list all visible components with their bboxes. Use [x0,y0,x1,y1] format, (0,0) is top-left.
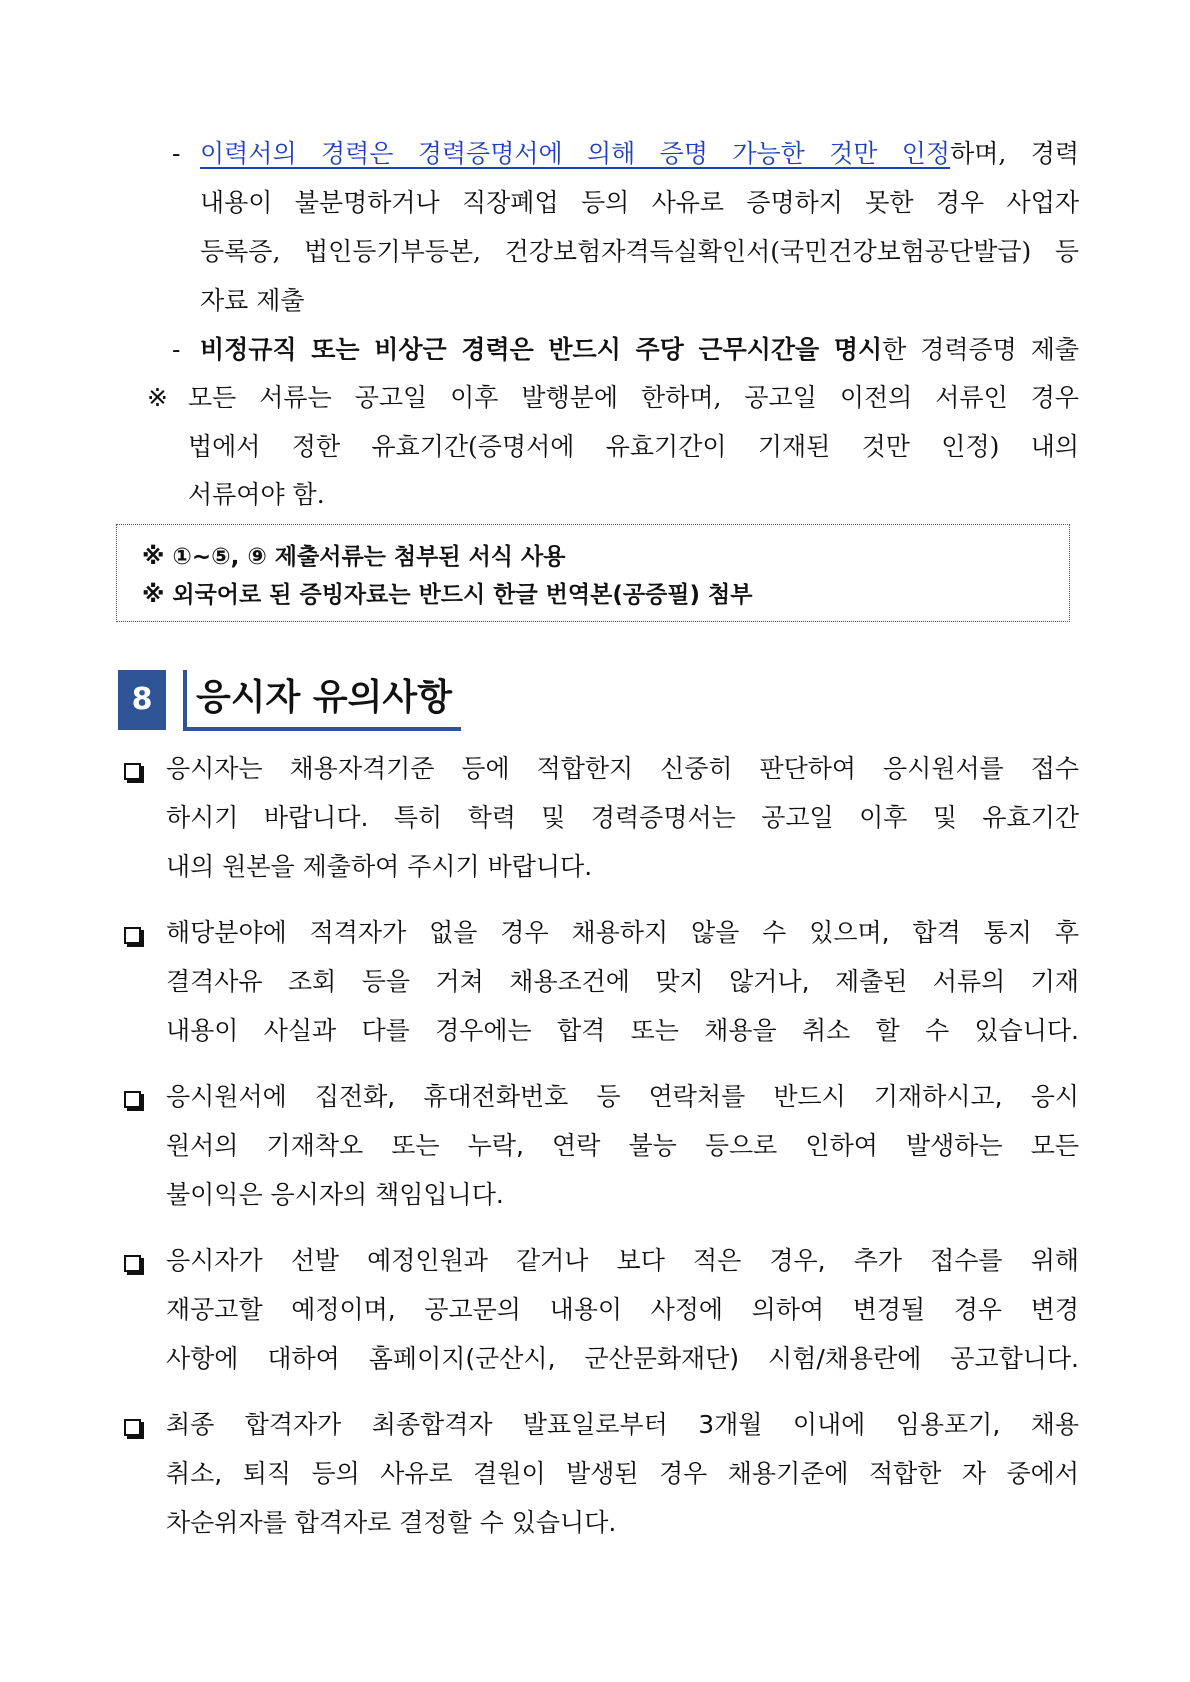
notice-line1: ※ ①~⑤, ⑨ 제출서류는 첨부된 서식 사용 [142,544,566,570]
checkbox-bullet-icon [124,1091,141,1108]
dash2-bold-text: 비정규직 또는 비상근 경력은 반드시 주당 근무시간을 명시 [200,335,883,364]
dash-marker: - [172,335,181,364]
dash1-line1-rest: 하며, 경력 [950,139,1079,168]
item3-line1: 응시원서에 집전화, 휴대전화번호 등 연락처를 반드시 기재하시고, 응시 [166,1082,1079,1111]
item5-line1: 최종 합격자가 최종합격자 발표일로부터 3개월 이내에 임용포기, 채용 [166,1410,1079,1439]
item5-line3: 차순위자를 합격자로 결정할 수 있습니다. [166,1508,617,1537]
ref-line1: 모든 서류는 공고일 이후 발행분에 한하며, 공고일 이전의 서류인 경우 [188,383,1079,412]
checkbox-bullet-icon [124,1419,141,1436]
dash1-line1 [200,137,1079,171]
checkbox-bullet-icon [124,763,141,780]
ref-line2: 법에서 정한 유효기간(증명서에 유효기간이 기재된 것만 인정) 내의 [188,432,1079,461]
item4-line1: 응시자가 선발 예정인원과 같거나 보다 적은 경우, 추가 접수를 위해 [166,1246,1079,1275]
item4-line3: 사항에 대하여 홈페이지(군산시, 군산문화재단) 시험/채용란에 공고합니다. [166,1344,1079,1373]
dash1-line4: 자료 제출 [200,286,305,315]
item1-line3: 내의 원본을 제출하여 주시기 바랍니다. [166,852,593,881]
item4-line2: 재공고할 예정이며, 공고문의 내용이 사정에 의하여 변경될 경우 변경 [166,1295,1079,1324]
item1-line2: 하시기 바랍니다. 특히 학력 및 경력증명서는 공고일 이후 및 유효기간 [166,803,1079,832]
section-underline [183,727,461,731]
section-title: 응시자 유의사항 [196,677,452,718]
dash2-rest: 한 경력증명 제출 [882,335,1079,364]
dash-marker: - [172,139,181,168]
highlighted-link-text: 이력서의 경력은 경력증명서에 의해 증명 가능한 것만 인정 [200,139,951,168]
item3-line2: 원서의 기재착오 또는 누락, 연락 불능 등으로 인하여 발생하는 모든 [166,1131,1079,1160]
ref-line3: 서류여야 함. [188,480,325,509]
checkbox-bullet-icon [124,1255,141,1272]
section-number: 8 [118,670,166,730]
item3-line3: 불이익은 응시자의 책임입니다. [166,1180,504,1209]
item1-line1: 응시자는 채용자격기준 등에 적합한지 신중히 판단하여 응시원서를 접수 [166,754,1079,783]
section-divider [183,670,187,730]
reference-mark: ※ [147,383,168,412]
item5-line2: 취소, 퇴직 등의 사유로 결원이 발생된 경우 채용기준에 적합한 자 중에서 [166,1459,1079,1488]
item2-line3: 내용이 사실과 다를 경우에는 합격 또는 채용을 취소 할 수 있습니다. [166,1016,1079,1045]
dash1-line2: 내용이 불분명하거나 직장폐업 등의 사유로 증명하지 못한 경우 사업자 [200,188,1079,217]
dash1-line3: 등록증, 법인등기부등본, 건강보험자격득실확인서(국민건강보험공단발급) 등 [200,237,1079,266]
dash2-line [200,333,1079,367]
item2-line1: 해당분야에 적격자가 없을 경우 채용하지 않을 수 있으며, 합격 통지 후 [166,918,1079,947]
checkbox-bullet-icon [124,927,141,944]
notice-line2: ※ 외국어로 된 증빙자료는 반드시 한글 번역본(공증필) 첨부 [142,582,753,608]
item2-line2: 결격사유 조회 등을 거쳐 채용조건에 맞지 않거나, 제출된 서류의 기재 [166,967,1079,996]
